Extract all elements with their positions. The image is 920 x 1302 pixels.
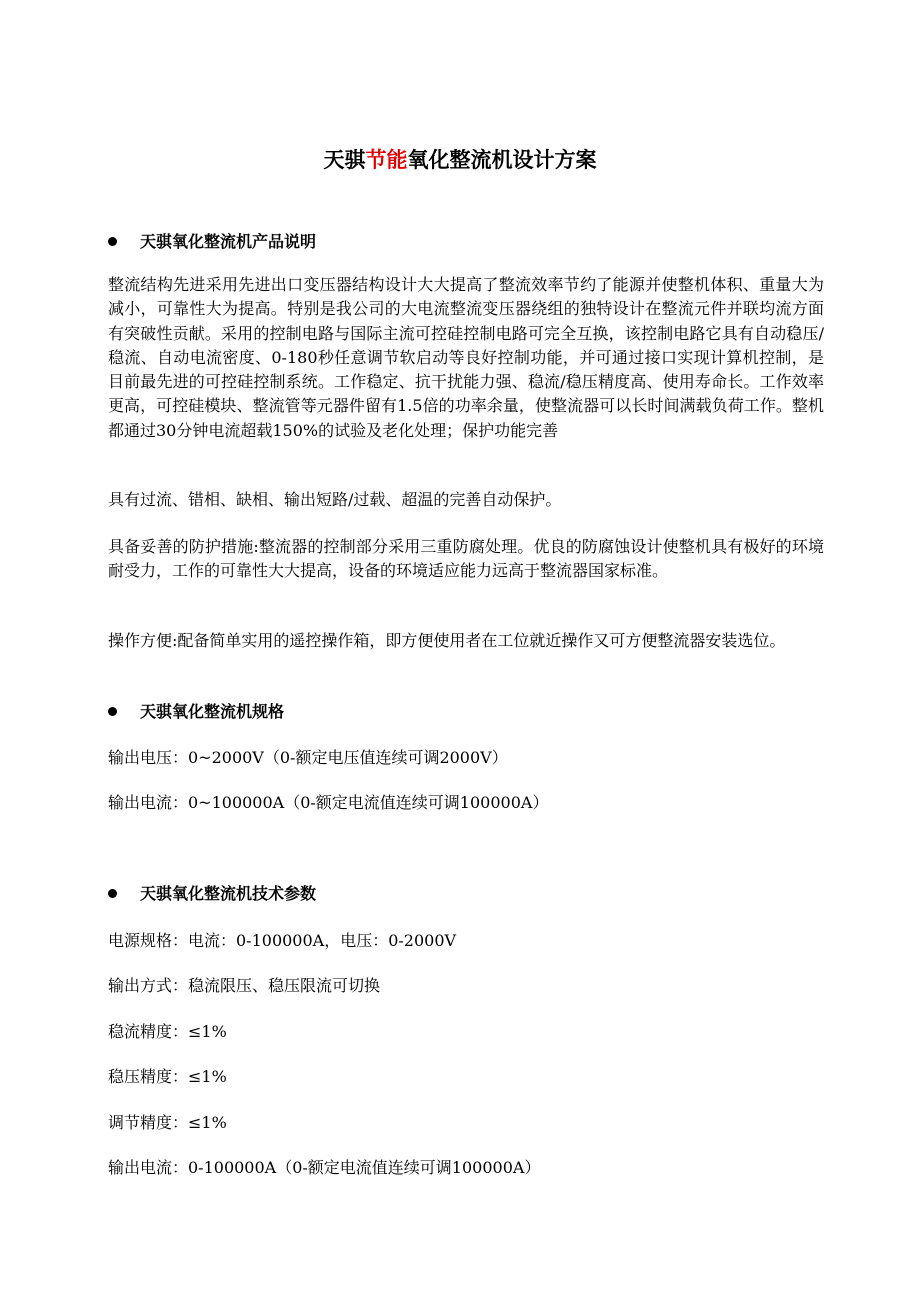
section1-paragraph-3: 具备妥善的防护措施:整流器的控制部分采用三重防腐处理。优良的防腐蚀设计使整机具有极好的环境耐受力，工作的可靠性大大提高，设备的环境适应能力远高于整流器国家标准。	[108, 537, 824, 581]
bullet-icon	[108, 237, 117, 246]
section2-heading-text: 天骐氧化整流机规格	[140, 702, 285, 721]
section1-paragraph-2: 具有过流、错相、缺相、输出短路/过载、超温的完善自动保护。	[108, 490, 562, 509]
section2-heading	[108, 699, 284, 725]
section1-heading	[108, 229, 316, 255]
spec-output-current: 输出电流：0~100000A（0-额定电流值连续可调100000A）	[108, 793, 549, 812]
param-power-spec: 电源规格：电流：0-100000A，电压：0-2000V	[108, 931, 457, 950]
param-adjust-precision: 调节精度：≤1%	[108, 1113, 227, 1132]
param-current-precision: 稳流精度：≤1%	[108, 1022, 227, 1041]
spec-output-voltage: 输出电压：0~2000V（0-额定电压值连续可调2000V）	[108, 748, 508, 767]
param-output-current: 输出电流：0-100000A（0-额定电流值连续可调100000A）	[108, 1158, 541, 1177]
section1-heading-text: 天骐氧化整流机产品说明	[140, 232, 317, 251]
section1-paragraph-4: 操作方便:配备简单实用的遥控操作箱，即方便使用者在工位就近操作又可方便整流器安装选位。	[108, 631, 786, 650]
bullet-icon	[108, 707, 117, 716]
title-part2: 氧化整流机设计方案	[407, 148, 597, 172]
title-part1: 天骐	[323, 148, 366, 172]
section3-heading	[108, 881, 316, 907]
document-title	[0, 144, 920, 176]
bullet-icon	[108, 889, 117, 898]
param-voltage-precision: 稳压精度：≤1%	[108, 1067, 227, 1086]
title-highlight: 节能	[365, 148, 408, 172]
param-output-mode: 输出方式：稳流限压、稳压限流可切换	[108, 976, 381, 995]
section1-paragraph-1: 整流结构先进采用先进出口变压器结构设计大大提高了整流效率节约了能源并使整机体积、重量大为减小，可靠性大为提高。特别是我公司的大电流整流变压器绕组的独特设计在整流元件并联均流方面有突破性贡献。采用的控制电路与国际主流可控硅控制电路可完全互换，该控制电路它具有自动稳压/稳流、自动电流密度、0-180秒任意调节软启动等良好控制功能，并可通过接口实现计算机控制，是目前最先进的可控硅控制系统。工作稳定、抗干扰能力强、稳流/稳压精度高、使用寿命长。工作效率更高，可控硅模块、整流管等元器件留有1.5倍的功率余量，使整流器可以长时间满载负荷工作。整机都通过30分钟电流超载150%的试验及老化处理；保护功能完善	[108, 275, 824, 440]
section3-heading-text: 天骐氧化整流机技术参数	[140, 884, 317, 903]
